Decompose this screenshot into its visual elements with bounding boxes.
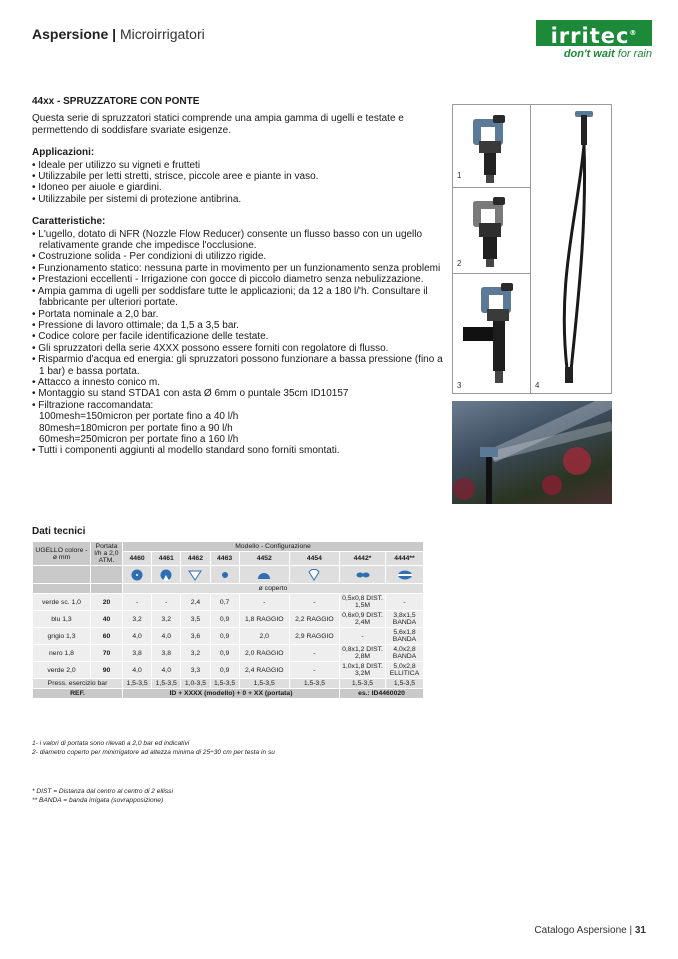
table-row: verde 2,0 90 4,0 4,0 3,3 0,9 2,4 RAGGIO - 1,0x1,8 DIST. 3,2M 5,0x2,8 ELLITICA bbox=[33, 662, 424, 679]
logo-tagline-rest: for rain bbox=[614, 48, 652, 60]
figure-label-1: 1 bbox=[457, 171, 462, 180]
list-item: • Prestazioni eccellenti - Irrigazione con gocce di piccolo diametro senza nebulizzazione. bbox=[32, 274, 444, 285]
list-item: • Tutti i componenti aggiunti al modello standard sono forniti smontati. bbox=[32, 445, 444, 456]
irritec-logo bbox=[536, 20, 652, 60]
filtration-heading: Filtrazione raccomandata: bbox=[38, 399, 154, 411]
product-title: 44xx - SPRUZZATORE CON PONTE bbox=[32, 96, 200, 107]
pattern-quarter-icon bbox=[289, 566, 339, 584]
page-number: 31 bbox=[634, 925, 646, 936]
list-item bbox=[32, 400, 444, 446]
filtration-line: 80mesh=180micron per portate fino a 90 l/h bbox=[39, 422, 233, 434]
list-item: • Risparmio d'acqua ed energia: gli spruzzatori possono funzionare a bassa pressione (fino a 1 bar) e bassa portata. bbox=[32, 354, 444, 377]
logo-brand: irritec bbox=[550, 24, 630, 48]
figure-label-2: 2 bbox=[457, 259, 462, 268]
table-row: grigio 1,3 60 4,0 4,0 3,6 0,9 2,0 2,9 RAGGIO - 5,6x1,8 BANDA bbox=[33, 628, 424, 645]
features-heading: Caratteristiche: bbox=[32, 216, 106, 228]
applications-heading: Applicazioni: bbox=[32, 147, 95, 159]
list-item: • Utilizzabile per letti stretti, strisce, piccole aree e piante in vaso. bbox=[32, 171, 444, 182]
list-item: • Funzionamento statico: nessuna parte in movimento per un funzionamento senza problemi bbox=[32, 263, 444, 274]
footnote-line: * DIST = Distanza dal centro al centro di 2 ellissi bbox=[32, 788, 173, 795]
model-header: 4462 bbox=[181, 552, 210, 566]
pattern-band-icon bbox=[386, 566, 424, 584]
list-item: • Ideale per utilizzo su vigneti e frutteti bbox=[32, 160, 444, 171]
page-header bbox=[32, 26, 205, 42]
table-notes bbox=[32, 740, 275, 757]
note-line: 1- i valori di portata sono rilevati a 2,0 bar ed indicativi bbox=[32, 740, 190, 747]
footer-separator: | bbox=[629, 925, 633, 936]
pattern-fan-icon bbox=[181, 566, 210, 584]
col-header-nozzle: UGELLO colore - ø mm bbox=[33, 542, 91, 566]
list-item: • Idoneo per aiuole e giardini. bbox=[32, 182, 444, 193]
model-header: 4454 bbox=[289, 552, 339, 566]
pattern-half-circle-icon bbox=[239, 566, 289, 584]
list-item: • L'ugello, dotato di NFR (Nozzle Flow Reducer) consente un flusso basso con un ugello relativamente grande che impedisce l'occlusione. bbox=[32, 229, 444, 252]
product-figure-panel bbox=[452, 104, 612, 394]
model-config-header: Modello - Configurazione bbox=[123, 542, 424, 552]
list-item: • Pressione di lavoro ottimale; da 1,5 a 3,5 bar. bbox=[32, 320, 444, 331]
list-item: • Gli spruzzatori della serie 4XXX possono essere forniti con regolatore di flusso. bbox=[32, 343, 444, 354]
tech-data-title: Dati tecnici bbox=[32, 526, 86, 537]
note-line: 2- diametro coperto per minirrigatore ad altezza minima di 25÷30 cm per testa in su bbox=[32, 748, 275, 756]
list-item: • Attacco a innesto conico m. bbox=[32, 377, 444, 388]
section-title: Aspersione bbox=[32, 26, 109, 42]
product-intro: Questa serie di spruzzatori statici comprende una ampia gamma di ugelli e testate e permettendo di soddisfare svariate esigenze. bbox=[32, 113, 404, 136]
footnotes bbox=[32, 787, 173, 805]
model-header: 4452 bbox=[239, 552, 289, 566]
logo-tagline-bold: don't wait bbox=[563, 48, 615, 60]
sprayer-in-garden-photo bbox=[452, 401, 612, 504]
model-header: 4442* bbox=[340, 552, 386, 566]
pattern-double-ellipse-icon bbox=[340, 566, 386, 584]
list-item: • Costruzione solida - Per condizioni di utilizzo rigide. bbox=[32, 251, 444, 262]
sprayer-bridge-image-2 bbox=[461, 193, 521, 269]
coverage-label: ø coperto bbox=[123, 584, 424, 594]
table-row: verde sc. 1,0 20 - - 2,4 0,7 - - 0,5x0,8 DIST. 1,5M - bbox=[33, 594, 424, 611]
sprayer-bridge-image-1 bbox=[461, 111, 521, 185]
model-header: 4463 bbox=[210, 552, 239, 566]
model-header: 4461 bbox=[152, 552, 181, 566]
filtration-line: 100mesh=150micron per portate fino a 40 l/h bbox=[39, 411, 239, 423]
figure-label-4: 4 bbox=[535, 381, 540, 390]
model-header: 4460 bbox=[123, 552, 152, 566]
subsection-title: Microirrigatori bbox=[119, 26, 205, 42]
catalog-name: Catalogo Aspersione bbox=[534, 925, 627, 936]
col-header-flow: Portata l/h a 2,0 ATM. bbox=[91, 542, 123, 566]
footnote-line: ** BANDA = banda irrigata (sovrapposizione) bbox=[32, 797, 164, 804]
list-item: • Codice colore per facile identificazione delle testate. bbox=[32, 331, 444, 342]
pressure-row: Press. esercizio bar 1,5-3,5 1,5-3,5 1,0-3,5 1,5-3,5 1,5-3,5 1,5-3,5 1,5-3,5 1,5-3,5 bbox=[33, 679, 424, 689]
figure-label-3: 3 bbox=[457, 381, 462, 390]
page-footer bbox=[534, 925, 646, 936]
header-separator: | bbox=[112, 26, 117, 42]
features-list bbox=[32, 229, 444, 457]
tech-data-table bbox=[32, 541, 424, 699]
applications-list bbox=[32, 160, 444, 206]
model-header: 4444** bbox=[386, 552, 424, 566]
pattern-dot-icon bbox=[210, 566, 239, 584]
table-row: blu 1,3 40 3,2 3,2 3,5 0,9 1,8 RAGGIO 2,2 RAGGIO 0,6x0,9 DIST. 2,4M 3,8x1,5 BANDA bbox=[33, 611, 424, 628]
list-item: • Portata nominale a 2,0 bar. bbox=[32, 309, 444, 320]
list-item: • Ampia gamma di ugelli per soddisfare tutte le applicazioni; da 12 a 180 l/'h. Consultare il fabbricante per ulteriori portate. bbox=[32, 286, 444, 309]
pattern-full-circle-icon bbox=[123, 566, 152, 584]
sprayer-bridge-image-3 bbox=[457, 279, 527, 387]
sprayer-with-stake-image-4 bbox=[537, 109, 609, 389]
pattern-three-quarter-icon bbox=[152, 566, 181, 584]
product-description bbox=[32, 96, 444, 468]
list-item: • Montaggio su stand STDA1 con asta Ø 6mm o puntale 35cm ID10157 bbox=[32, 388, 444, 399]
filtration-line: 60mesh=250micron per portate fino a 160 l/h bbox=[39, 433, 239, 445]
logo-trademark: ® bbox=[629, 29, 638, 37]
ref-row: REF. ID + XXXX (modello) + 0 + XX (portata) es.: ID4460020 bbox=[33, 689, 424, 699]
list-item: • Utilizzabile per sistemi di protezione antibrina. bbox=[32, 194, 444, 205]
table-row: nero 1,8 70 3,8 3,8 3,2 0,9 2,0 RAGGIO - 0,8x1,2 DIST. 2,8M 4,0x2,8 BANDA bbox=[33, 645, 424, 662]
